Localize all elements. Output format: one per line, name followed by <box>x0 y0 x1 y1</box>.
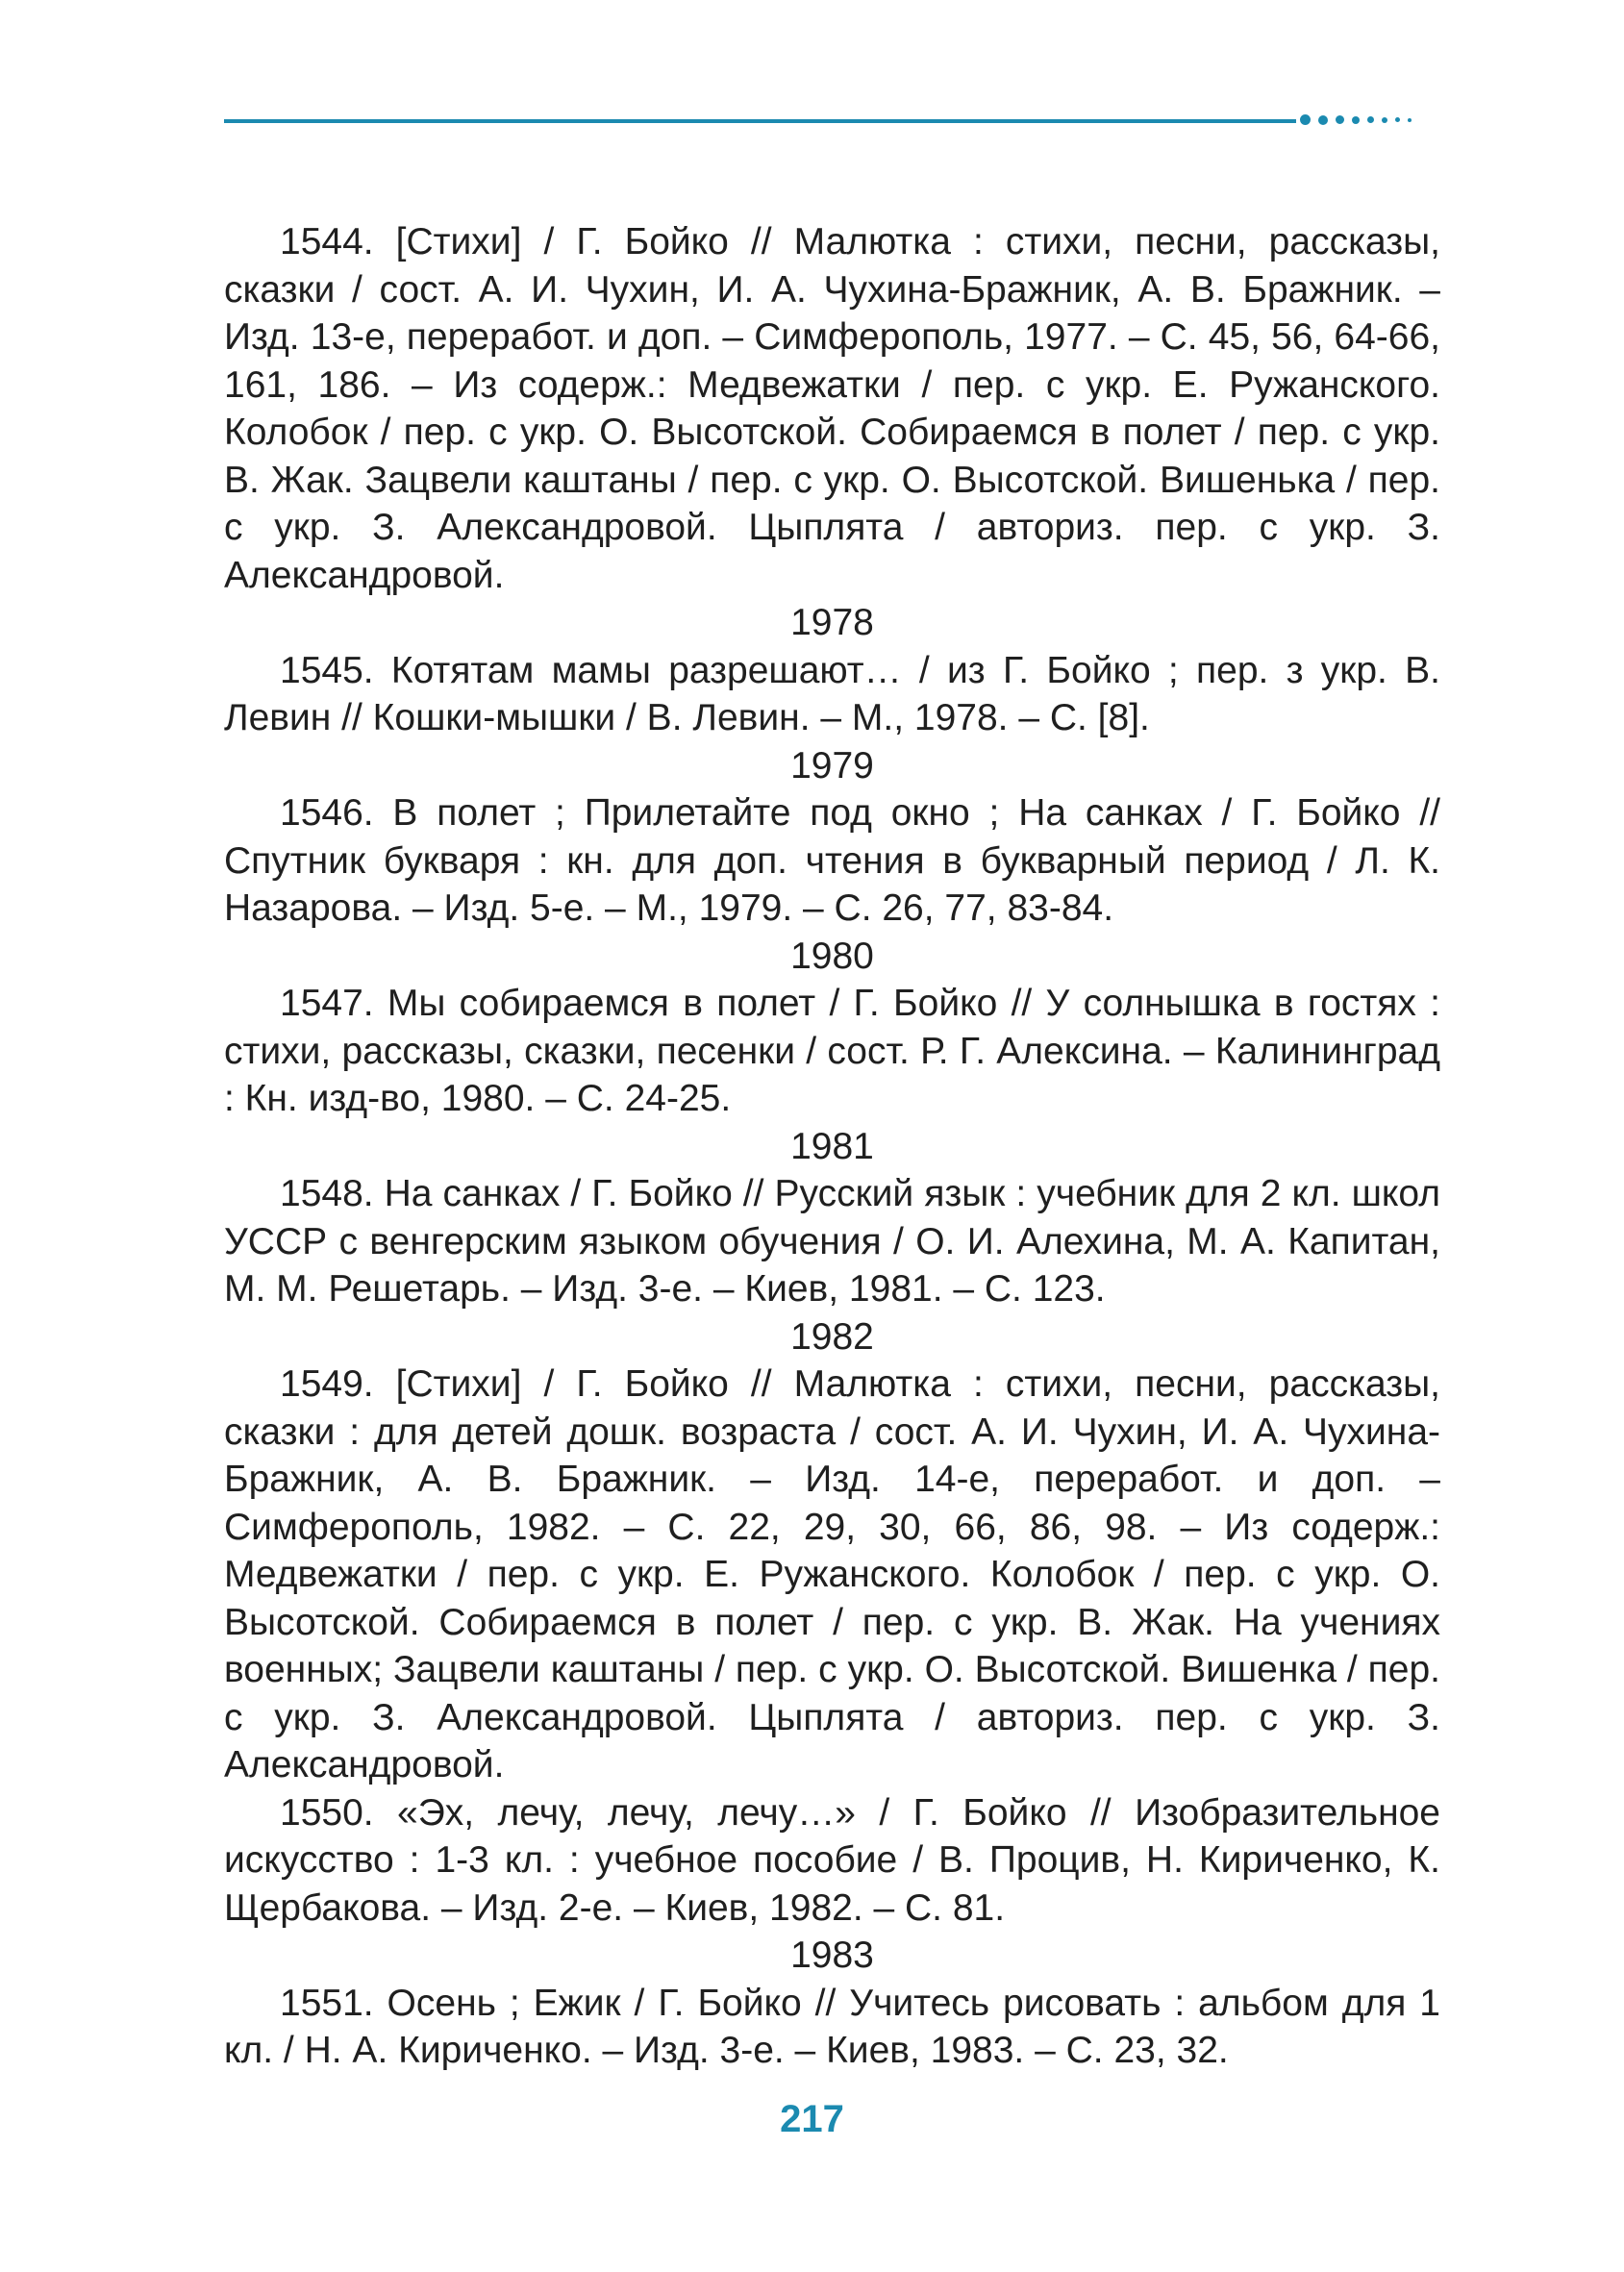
bibliography-entry: 1550. «Эх, лечу, лечу, лечу…» / Г. Бойко // Изобразительное искусство : 1-3 кл. : учебное пособие / В. Процив, Н. Кириченко, К. Щербакова. – Изд. 2-е. – Киев, 1982. – С. 81. <box>224 1791 1440 1929</box>
year-heading: 1981 <box>790 1125 874 1167</box>
year-heading: 1980 <box>790 935 874 977</box>
year-heading: 1982 <box>790 1315 874 1358</box>
bibliography-entry: 1545. Котятам мамы разрешают… / из Г. Бойко ; пер. з укр. В. Левин // Кошки-мышки / В. Левин. – М., 1978. – С. [8]. <box>224 649 1440 738</box>
bibliography-entry: 1548. На санках / Г. Бойко // Русский язык : учебник для 2 кл. школ УССР с венгерским языком обучения / О. И. Алехина, М. А. Капитан, М. М. Решетарь. – Изд. 3-е. – Киев, 1981. – С. 123. <box>224 1173 1440 1310</box>
header-rule <box>224 119 1296 123</box>
bibliography-entry: 1546. В полет ; Прилетайте под окно ; На санках / Г. Бойко // Спутник букваря : кн. для доп. чтения в букварный период / Л. К. Назарова. – Изд. 5-е. – М., 1979. – С. 26, 77, 83-84. <box>224 792 1440 929</box>
page-number: 217 <box>780 2098 844 2140</box>
bibliography-entry: 1549. [Стихи] / Г. Бойко // Малютка : стихи, песни, рассказы, сказки : для детей дошк. возраста / сост. А. И. Чухин, И. А. Чухина-Бражник, А. В. Бражник. – Изд. 14-е, переработ. и доп. – Симферополь, 1982. – С. 22, 29, 30, 66, 86, 98. – Из содерж.: Медвежатки / пер. с укр. Е. Ружанского. Колобок / пер. с укр. О. Высотской. Собираемся в полет / пер. с укр. В. Жак. На учениях военных; Зацвели каштаны / пер. с укр. О. Высотской. Вишенка / пер. с укр. З. Александровой. Цыплята / авториз. пер. с укр. З. Александровой. <box>224 1363 1440 1785</box>
header-dots <box>1300 114 1412 125</box>
year-heading: 1979 <box>790 744 874 786</box>
bibliography-entry: 1551. Осень ; Ежик / Г. Бойко // Учитесь рисовать : альбом для 1 кл. / Н. А. Кириченко. – Изд. 3-е. – Киев, 1983. – С. 23, 32. <box>224 1982 1440 2071</box>
year-heading: 1978 <box>790 602 874 643</box>
year-heading: 1983 <box>790 1935 874 1976</box>
bibliography-list <box>224 218 1440 2075</box>
bibliography-entry: 1544. [Стихи] / Г. Бойко // Малютка : стихи, песни, рассказы, сказки / сост. А. И. Чухин, И. А. Чухина-Бражник, А. В. Бражник. – Изд. 13-е, переработ. и доп. – Симферополь, 1977. – С. 45, 56, 64-66, 161, 186. – Из содерж.: Медвежатки / пер. с укр. Е. Ружанского. Колобок / пер. с укр. О. Высотской. Собираемся в полет / пер. с укр. В. Жак. Зацвели каштаны / пер. с укр. О. Высотской. Вишенька / пер. с укр. З. Александровой. Цыплята / авториз. пер. с укр. З. Александровой. <box>224 221 1440 596</box>
bibliography-entry: 1547. Мы собираемся в полет / Г. Бойко // У солнышка в гостях : стихи, рассказы, сказки, песенки / сост. Р. Г. Алексина. – Калининград : Кн. изд-во, 1980. – С. 24-25. <box>224 983 1440 1119</box>
